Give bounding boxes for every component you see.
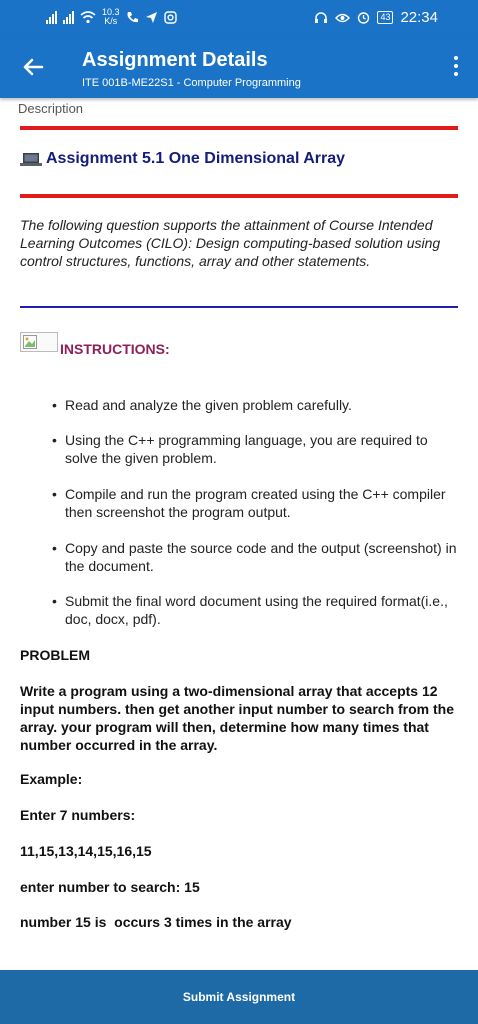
divider-red-bottom bbox=[20, 194, 458, 198]
alarm-icon bbox=[357, 11, 370, 24]
broken-image-icon bbox=[20, 332, 58, 352]
signal-icon bbox=[46, 10, 57, 24]
more-options-icon[interactable] bbox=[452, 56, 460, 80]
network-speed: 10.3 K/s bbox=[102, 7, 120, 26]
bullet: • bbox=[52, 593, 57, 609]
example-line: enter number to search: 15 bbox=[20, 879, 200, 895]
page-title: Assignment Details bbox=[82, 49, 268, 71]
send-icon bbox=[145, 11, 158, 24]
bullet: • bbox=[52, 540, 57, 556]
course-subtitle: ITE 001B-ME22S1 - Computer Programming bbox=[82, 77, 301, 89]
example-label: Example: bbox=[20, 771, 83, 787]
cilo-intro: The following question supports the attainment of Course Intended Learning Outcomes (CILO): Design computing-based solution using control structures, functions, array and other statements. bbox=[20, 217, 441, 269]
assignment-title-text: Assignment 5.1 One Dimensional Array bbox=[46, 150, 346, 167]
divider-red-top bbox=[20, 126, 458, 130]
headset-icon bbox=[314, 11, 328, 24]
wifi-icon bbox=[80, 11, 96, 24]
example-line: 11,15,13,14,15,16,15 bbox=[20, 843, 152, 859]
instagram-icon bbox=[164, 11, 177, 24]
laptop-icon bbox=[20, 152, 42, 166]
divider-blue bbox=[20, 306, 458, 308]
example-line: number 15 is occurs 3 times in the array bbox=[20, 914, 292, 930]
phone-icon bbox=[126, 11, 139, 24]
status-right bbox=[314, 9, 438, 26]
problem-heading: PROBLEM bbox=[20, 647, 90, 663]
example-line: Enter 7 numbers: bbox=[20, 807, 136, 823]
bullet: • bbox=[52, 397, 57, 413]
status-left bbox=[46, 8, 177, 26]
bullet: • bbox=[52, 486, 57, 502]
battery-icon: 43 bbox=[377, 11, 393, 24]
clock: 22:34 bbox=[400, 9, 438, 26]
eye-icon bbox=[335, 12, 350, 24]
problem-text: Write a program using a two-dimensional array that accepts 12 input numbers. then get another input number to search from the array. your program will then, determine how many times that number occurred in the array. bbox=[20, 683, 455, 753]
assignment-title bbox=[20, 150, 345, 168]
description-label: Description bbox=[18, 101, 84, 116]
app-bar bbox=[0, 36, 478, 98]
bullet: • bbox=[52, 432, 57, 448]
status-bar bbox=[0, 0, 478, 36]
signal-icon-2 bbox=[63, 10, 74, 24]
submit-assignment-button[interactable]: Submit Assignment bbox=[0, 970, 478, 1024]
back-arrow-icon[interactable] bbox=[18, 52, 48, 82]
instructions-heading: INSTRUCTIONS: bbox=[60, 341, 170, 357]
